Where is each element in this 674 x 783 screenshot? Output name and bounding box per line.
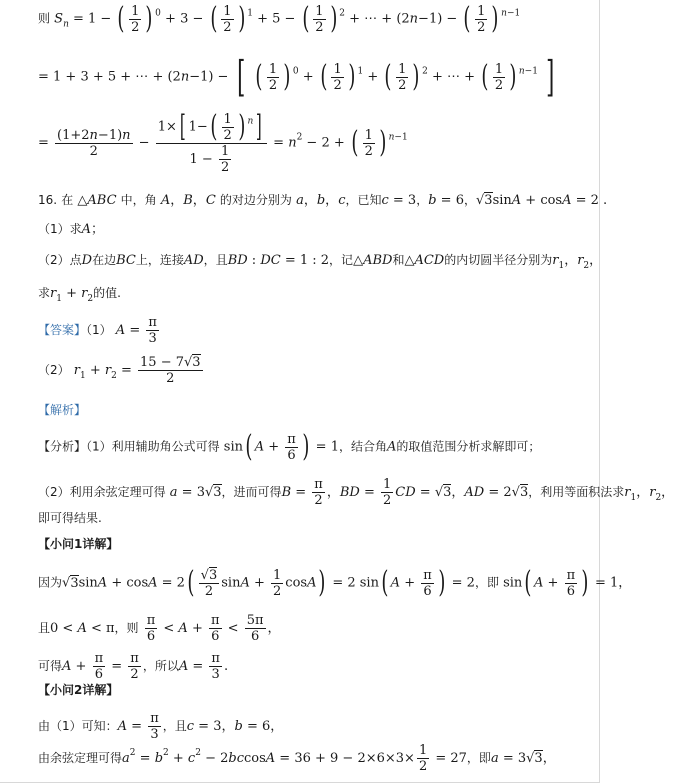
formula-sn-expansion: 则 $S_n = 1$ − ( $\frac{1}{2}$ ) $^0$ + 3 − ( $\frac{1}{2}$ ) $^1$ + 5 − ( $\frac{1}{2}$ ) $^2$ + ⋯ + (2n−1) − ( $\frac{1}{2}$ ) $^{n-1}$: [38, 1, 521, 36]
sub1-b: ，即: [474, 575, 499, 590]
analysis-line-2: （2）利用余弦定理可得 a = 3√3，进而可得B = $\frac{\pi}{2}$ ，BD = $\frac{1}{2}$ CD = √3，AD = 2√3，利用等面积法求$r_1$，$r_2$，: [38, 477, 674, 508]
question-number: 16.: [38, 193, 58, 207]
part2-text-a: （2）点: [38, 253, 82, 267]
sub1-e: 可得: [38, 659, 63, 673]
sub1-conclusion: 可得A + $\frac{\pi}{6}$ = $\frac{\pi}{2}$ ，所以A = $\frac{\pi}{3}$ .: [38, 651, 229, 682]
q16-text-d: ，已知: [345, 193, 382, 207]
q16-text-f: ，: [463, 193, 476, 207]
sub1-range: 且0 < A < π，则 $\frac{\pi}{6}$ < A + $\frac{\pi}{6}$ < $\frac{5\pi}{6}$ ，: [38, 613, 281, 644]
sub1-derivation: 因为√3sinA + cosA = 2( $\frac{√3}{2}$ sinA + $\frac{1}{2}$ cosA) = 2 sin( A + $\frac{\pi}{6}$ ) = 2，即 sin( A + $\frac{\pi}{6}$ ) = 1，: [38, 565, 632, 600]
part2-text-c: 上，连接: [135, 253, 184, 267]
part2-text-i: 的值.: [93, 286, 121, 300]
q16-text-a: 在: [61, 193, 74, 207]
part2-text-d: ，且: [203, 253, 228, 267]
part2-text-f: 和: [392, 253, 405, 267]
answer-1: 【答案】（1） A = $\frac{\pi}{3}$: [38, 315, 157, 346]
part2-text-b: 在边: [92, 253, 117, 267]
sub2-a: 由（1）可知：: [38, 719, 118, 733]
part1-label: （1）求: [38, 222, 82, 236]
q16-text-b: 中，角: [120, 193, 157, 207]
sub2-given: 由（1）可知：A = $\frac{\pi}{3}$ ，且c = 3，b = 6，: [38, 711, 284, 742]
fenxi2-a: （2）利用余弦定理可得: [38, 485, 166, 499]
fenxi2-b: ，进而可得: [221, 485, 282, 499]
analysis-heading: [38, 404, 86, 417]
question-16-statement: 16. 在 △ABC 中，角 A，B，C 的对边分别为 a，b，c，已知c = 3，b = 6，√3sinA + cosA = 2 .: [38, 193, 608, 208]
sub1-f: ，所以: [142, 659, 179, 673]
analysis-line-2-cont: [38, 512, 102, 525]
part2-text-h: 求: [38, 286, 51, 300]
sub-question-1-heading: [38, 538, 118, 551]
sub1-a: 因为: [38, 575, 63, 590]
formula-sn-result: = $\frac{(1+2n-1)n}{2}$ − 1×[ 1−( $\frac{1}{2}$ ) $^n$] 1 − $\frac{1}{2}$ = $n^2 - 2$ + ( $\frac{1}{2}$ ) $^{n-1}$: [38, 109, 408, 175]
answer-tag: 【答案】: [38, 323, 87, 337]
q16-text-c: 的对边分别为: [219, 193, 292, 207]
question-part-2: （2）点D在边BC上，连接AD，且BD : DC = 1 : 2，记△ABD和△ACD的内切圆半径分别为$r_1$，$r_2$，: [38, 253, 603, 271]
part2-text-e: ，记: [329, 253, 354, 267]
sub2-c: 由余弦定理可得: [38, 751, 123, 765]
part2-text-g: 的内切圆半径分别为: [444, 253, 553, 267]
answer-2: （2） $r_1 + r_2$ = $\frac{15 - 7√3}{2}$: [38, 355, 201, 386]
formula-prefix: 则: [38, 11, 51, 26]
sub2-d: ，即: [466, 751, 491, 765]
fenxi2-d: 即可得结果.: [38, 511, 102, 525]
sub2-tag: 【小问2详解】: [38, 683, 119, 697]
answer1-label: （1）: [86, 323, 112, 337]
q16-text-e: ，: [416, 193, 429, 207]
analysis-tag: 【解析】: [38, 403, 87, 417]
fenxi2-c: ，利用等面积法求: [528, 485, 625, 499]
formula-grouped-sum: = 1 + 3 + 5 + ⋯ + (2n−1) − [ ( $\frac{1}{2}$ ) $^0$ + ( $\frac{1}{2}$ ) $^1$ + ( $\frac{1}{2}$ ) $^2$ + ⋯ + ( $\frac{1}{2}$ ) $^{n-1}$ ]: [38, 52, 555, 101]
sub1-tag: 【小问1详解】: [38, 537, 119, 551]
answer2-label: （2）: [38, 363, 70, 377]
question-part-1: （1）求A；: [38, 222, 105, 237]
sub2-b: ，且: [162, 719, 187, 733]
sub2-cosine-law: 由余弦定理可得$a^2 = b^2 + c^2 - 2bccosA = 36 + 9 - 2\times 6\times 3\times$ $\frac{1}{2}$ = 27，即a = 3√3，: [38, 743, 556, 774]
sub1-d: ，则: [114, 621, 139, 635]
fenxi-a: 【分析】（1）利用辅助角公式可得: [38, 439, 220, 454]
sub1-c: 且: [38, 621, 51, 635]
sub-question-2-heading: [38, 684, 118, 697]
question-part-2-cont: 求$r_1 + r_2$的值.: [38, 286, 121, 304]
fenxi-c: 的取值范围分析求解即可；: [396, 439, 541, 454]
analysis-line-1: 【分析】（1）利用辅助角公式可得 sin( A + $\frac{\pi}{6}$ ) = 1，结合角A的取值范围分析求解即可；: [38, 429, 541, 464]
fenxi-b: ，结合角: [338, 439, 387, 454]
